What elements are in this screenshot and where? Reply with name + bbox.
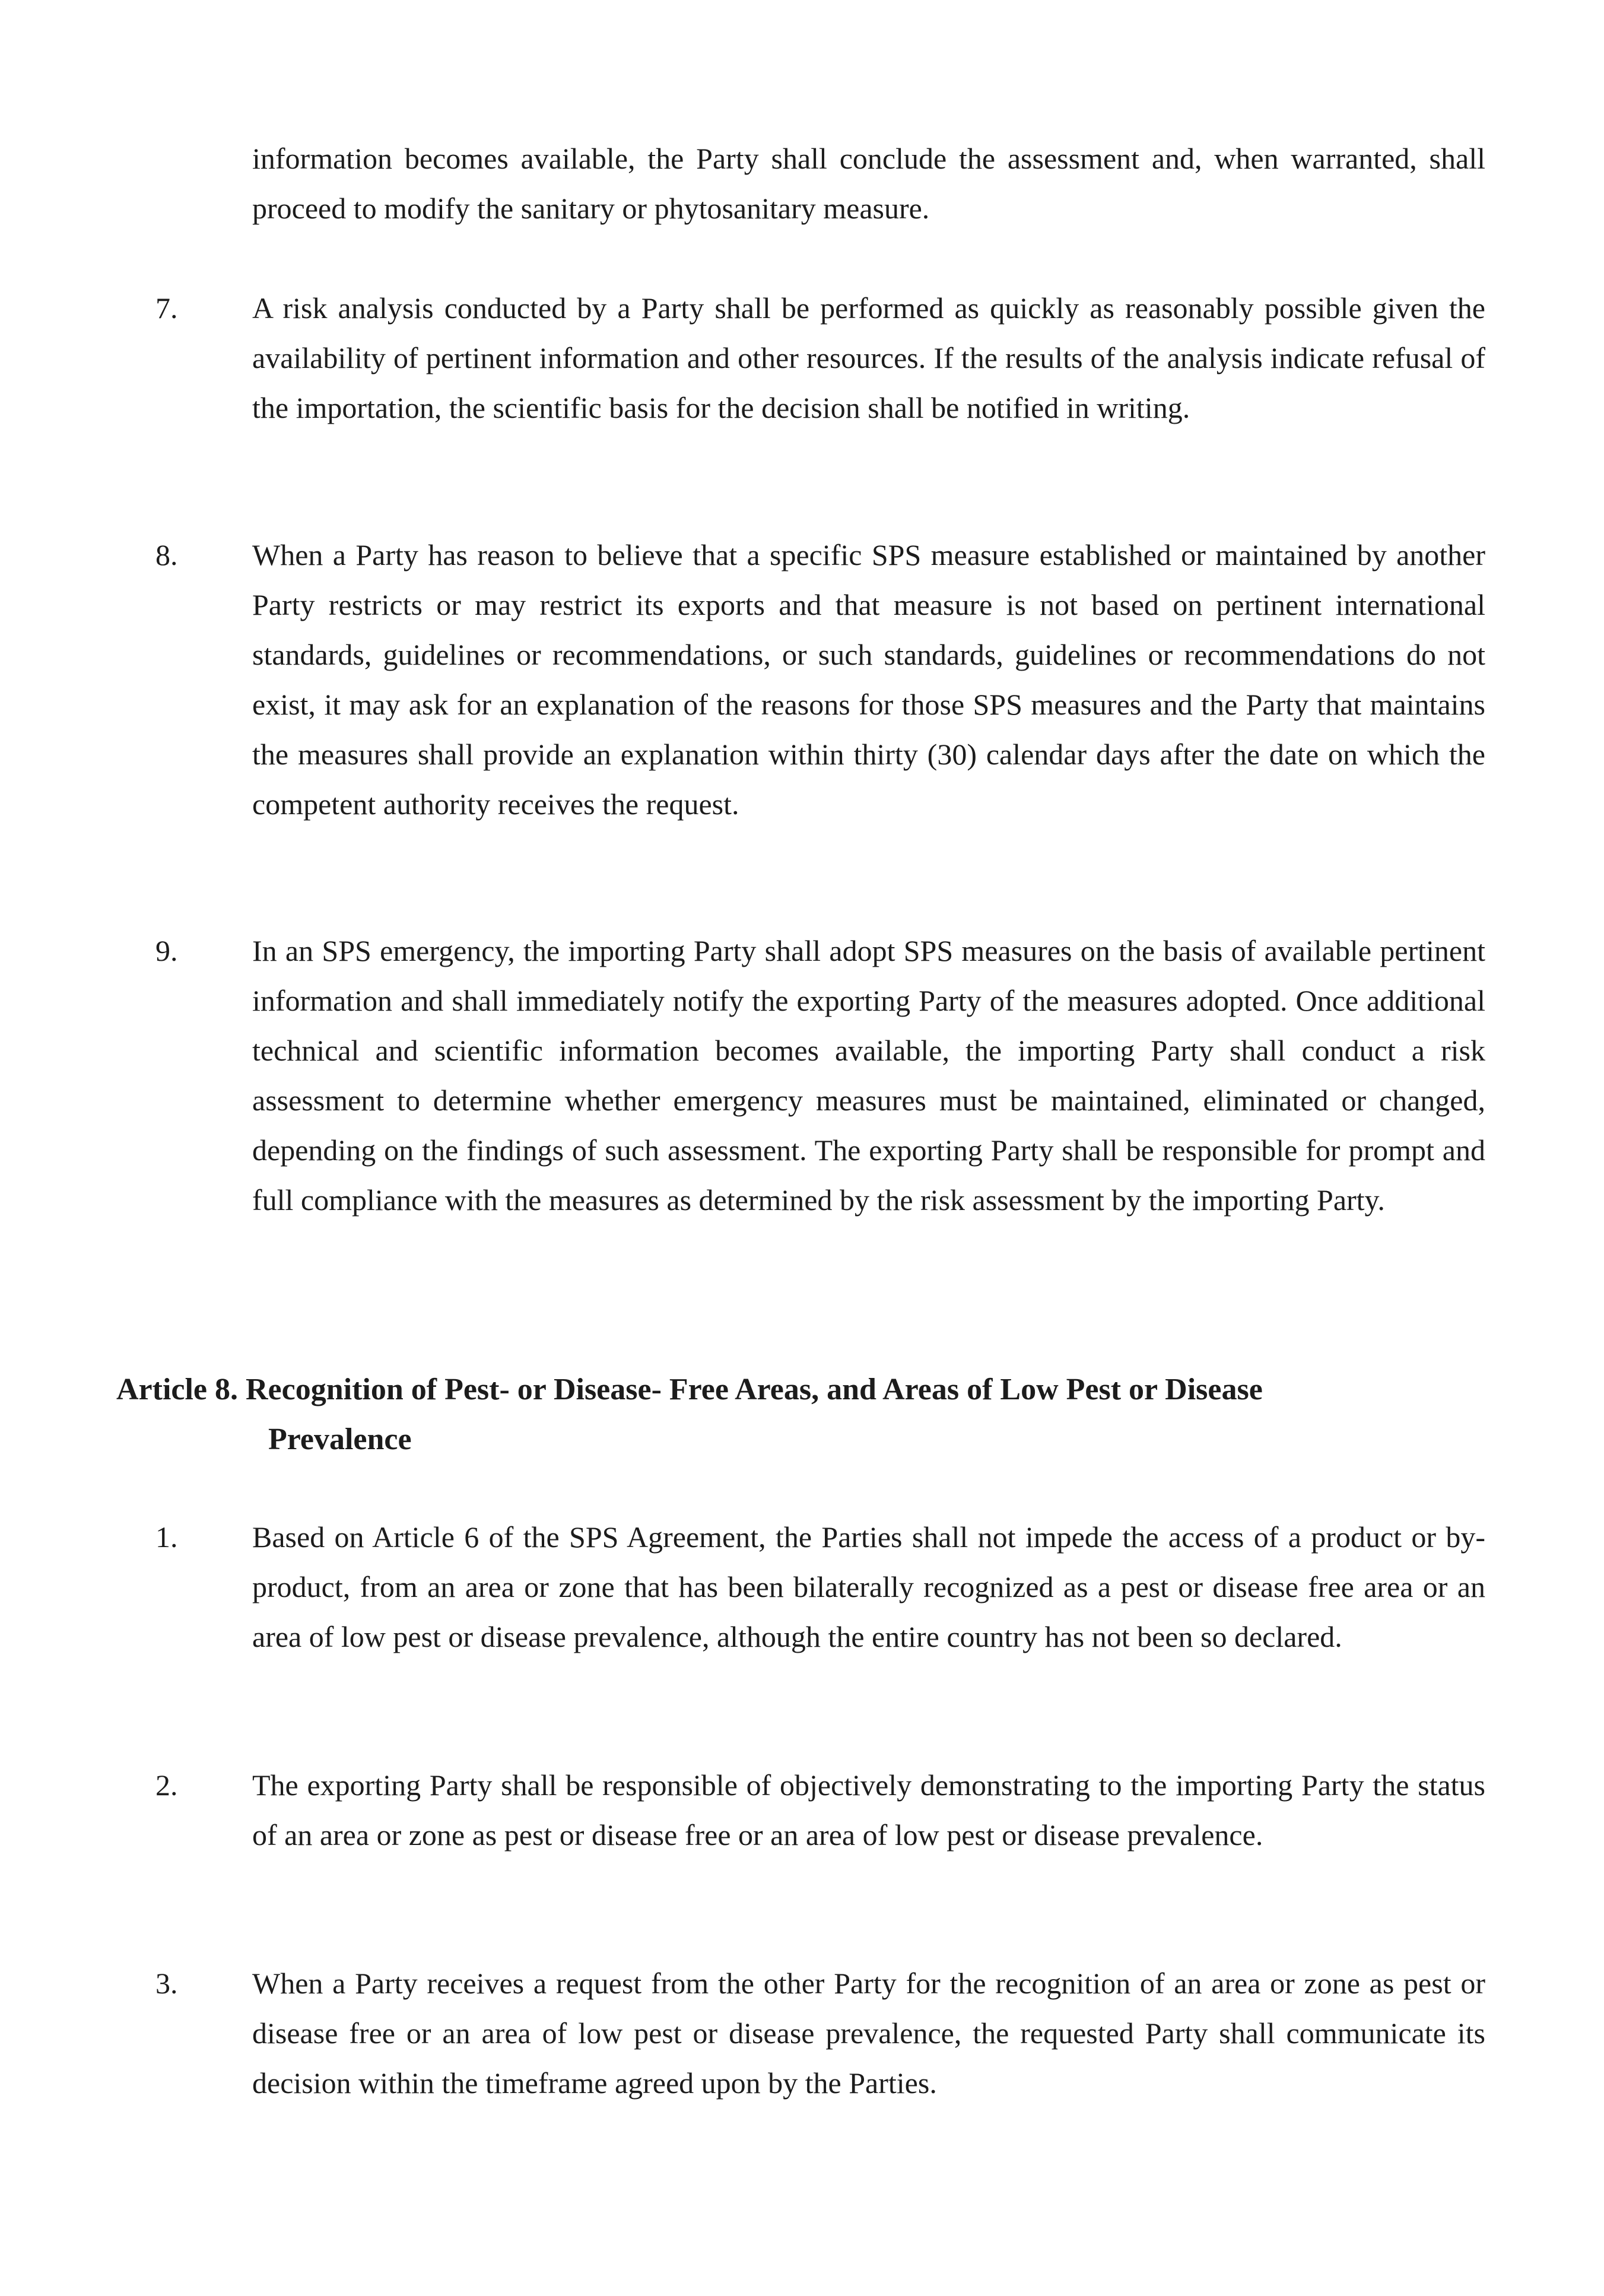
item-paragraph: When a Party has reason to believe that a specific SPS measure established or maintained by another Party restricts or may restrict its exports and that measure is not based on pertinent international standards, guidelines or recommendations, or such standards, guidelines or recommendations do not exist, it may ask for an explanation of the reasons for those SPS measures and the Party that maintains the measures shall provide an explanation within thirty (30) calendar days after the date on which the competent authority receives the request. [252,538,1485,821]
article-heading-line1: Article 8. Recognition of Pest- or Disease- Free Areas, and Areas of Low Pest or Disease [116,1373,1263,1406]
continuation-paragraph: information becomes available, the Party shall conclude the assessment and, when warranted, shall proceed to modify the sanitary or phytosanitary measure. [252,142,1485,225]
item-paragraph: A risk analysis conducted by a Party shall be performed as quickly as reasonably possible given the availability of pertinent information and other resources. If the results of the analysis indicate refusal of the importation, the scientific basis for the decision shall be notified in writing. [252,291,1485,424]
item-number: 3. [155,1967,178,2000]
item-number: 2. [155,1768,178,1802]
item-number: 9. [155,934,178,967]
item-number: 7. [155,291,178,325]
article-heading [116,1365,1487,1465]
item-paragraph: The exporting Party shall be responsible of objectively demonstrating to the importing Party the status of an area or zone as pest or disease free or an area of low pest or disease prevalence. [252,1768,1485,1852]
item-paragraph: In an SPS emergency, the importing Party shall adopt SPS measures on the basis of available pertinent information and shall immediately notify the exporting Party of the measures adopted. Once additional technical and scientific information becomes available, the importing Party shall conduct a risk assessment to determine whether emergency measures must be maintained, eliminated or changed, depending on the findings of such assessment. The exporting Party shall be responsible for prompt and full compliance with the measures as determined by the risk assessment by the importing Party. [252,934,1485,1217]
article-heading-line2: Prevalence [268,1422,412,1456]
item-number: 8. [155,538,178,571]
item-number: 1. [155,1520,178,1554]
item-paragraph: Based on Article 6 of the SPS Agreement, the Parties shall not impede the access of a product or by-product, from an area or zone that has been bilaterally recognized as a pest or disease free area or an area of low pest or disease prevalence, although the entire country has not been so declared. [252,1520,1485,1653]
item-paragraph: When a Party receives a request from the other Party for the recognition of an area or zone as pest or disease free or an area of low pest or disease prevalence, the requested Party shall communicate its decision within the timeframe agreed upon by the Parties. [252,1967,1485,2100]
